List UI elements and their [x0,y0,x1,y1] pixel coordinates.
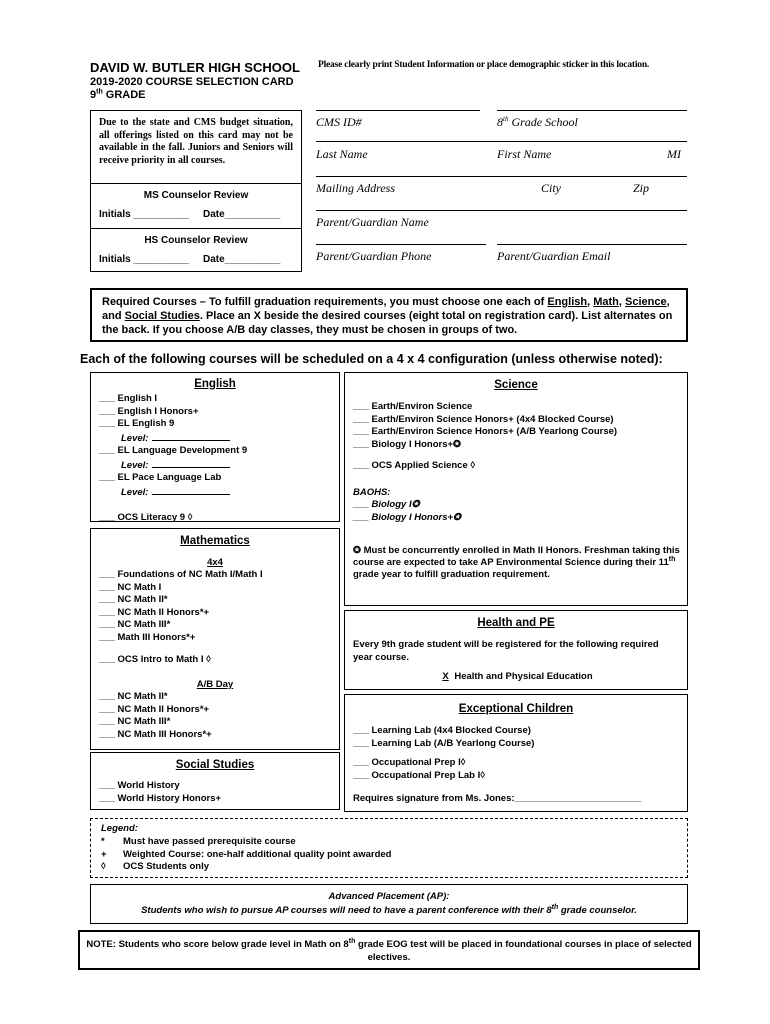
city-field[interactable]: City [541,181,561,195]
course-biology-1-honors[interactable]: ___ Biology I Honors+✪ [353,438,461,450]
budget-notice: Due to the state and CMS budget situation, all offerings listed on this card may not be available in the fall. Juniors and Seniors will receive priority in all courses. [99,117,293,166]
course-nc-math-2[interactable]: ___ NC Math II* [99,594,168,605]
plus-symbol: + [101,848,107,860]
social-studies-heading: Social Studies [175,759,255,771]
grade-word: GRADE [105,89,146,101]
course-baohs-biology-1-honors[interactable]: ___ Biology I Honors+✪ [353,511,461,523]
hs-initials[interactable]: Initials __________ [99,254,190,265]
mi-field[interactable]: MI [667,147,681,161]
course-learning-lab-4x4[interactable]: ___ Learning Lab (4x4 Blocked Course) [353,725,531,736]
required-science: Science [625,296,667,308]
health-pe-box [344,610,688,690]
ap-title: Advanced Placement (AP): [328,891,450,902]
science-box [344,372,688,606]
course-earth-environ-honors-ab[interactable]: ___ Earth/Environ Science Honors+ (A/B Yearlong Course) [353,426,618,437]
el-language-dev-level[interactable]: Level: [99,458,247,473]
ms-review-title: MS Counselor Review [143,190,249,201]
science-heading: Science [494,379,538,391]
note-text: NOTE: Students who score below grade level in Math on 8th grade EOG test will be placed in foundational courses in place of selected electives. [86,937,692,963]
course-el-language-dev-9[interactable]: ___ EL Language Development 9 [99,445,248,456]
school-name: DAVID W. BUTLER HIGH SCHOOL [90,60,300,75]
ms-date[interactable]: Date__________ [203,209,281,220]
cms-id-field[interactable]: CMS ID# [316,115,362,129]
ap-box [90,884,688,924]
health-pe-course[interactable]: X Health and Physical Education [345,671,687,684]
course-foundations-math-1[interactable]: ___ Foundations of NC Math I/Math I [99,569,263,580]
course-nc-math-2-honors[interactable]: ___ NC Math II Honors*+ [99,606,210,618]
english-box [90,372,340,522]
course-ocs-intro-math-1[interactable]: ___ OCS Intro to Math I ◊ [99,654,211,665]
required-courses-box [90,288,688,342]
note-box [78,930,700,970]
course-ab-nc-math-3[interactable]: ___ NC Math III* [99,716,171,727]
legend-ocs: OCS Students only [123,861,210,872]
required-social-studies: Social Studies [124,310,200,322]
course-world-history[interactable]: ___ World History [99,780,180,791]
course-el-pace-lab[interactable]: ___ EL Pace Language Lab [99,472,222,483]
health-pe-text: Every 9th grade student will be registered for the following required year course. [353,639,659,663]
baohs-label: BAOHS: [353,486,391,498]
required-english: English [547,296,588,308]
required-math: Math [593,296,619,308]
course-ab-nc-math-3-honors[interactable]: ___ NC Math III Honors*+ [99,728,212,740]
legend-weighted: Weighted Course: one-half additional quality point awarded [123,848,392,860]
exceptional-children-heading: Exceptional Children [458,703,574,715]
card-title: 2019-2020 COURSE SELECTION CARD [90,76,294,88]
grade-sup: th [96,88,103,96]
course-ab-nc-math-2[interactable]: ___ NC Math II* [99,691,168,702]
biology-honors-note: ✪ Must be concurrently enrolled in Math II Honors. Freshman taking this course are expected to take AP Environmental Science during their 11th grade year to fulfill graduation requirement. [353,545,680,580]
ap-text: Students who wish to pursue AP courses will need to have a parent conference with their 8th grade counselor. [141,903,637,916]
notice-box [90,110,302,272]
course-world-history-honors[interactable]: ___ World History Honors+ [99,792,222,804]
math-ab-label: A/B Day [196,679,234,690]
course-english-1-honors[interactable]: ___ English I Honors+ [99,405,199,417]
course-math-3-honors[interactable]: ___ Math III Honors*+ [99,631,196,643]
hs-review-title: HS Counselor Review [144,235,248,246]
health-pe-heading: Health and PE [477,617,555,629]
course-nc-math-3[interactable]: ___ NC Math III* [99,619,171,630]
last-name-field[interactable]: Last Name [316,147,368,161]
signature-line[interactable]: Requires signature from Ms. Jones:________________________ [353,793,642,804]
guardian-name-field[interactable]: Parent/Guardian Name [316,215,429,229]
english-heading: English [194,378,236,390]
el-english-level[interactable]: Level: [99,431,247,446]
grade8-school-field[interactable]: 8th Grade School [497,115,578,129]
social-studies-box [90,752,340,810]
course-earth-environ-honors-4x4[interactable]: ___ Earth/Environ Science Honors+ (4x4 Blocked Course) [353,413,614,425]
course-learning-lab-ab[interactable]: ___ Learning Lab (A/B Yearlong Course) [353,737,535,749]
star-circle-icon: ✪ [353,545,361,556]
asterisk-symbol: * [101,836,105,847]
required-courses-text: Required Courses – To fulfill graduation requirements, you must choose one each of English, Math, Science, and Social Studies. Place an X beside the desired courses (eight total on registration card). List alternates on the back. If you choose A/B day classes, they must be chosen in groups of two. [102,296,673,336]
schedule-heading: Each of the following courses will be scheduled on a 4 x 4 configuration (unless otherwise noted): [80,352,663,366]
guardian-email-field[interactable]: Parent/Guardian Email [497,249,611,263]
legend-title: Legend: [101,823,138,834]
diamond-symbol: ◊ [101,861,106,872]
first-name-field[interactable]: First Name [497,147,552,161]
course-ab-nc-math-2-honors[interactable]: ___ NC Math II Honors*+ [99,703,210,715]
course-occupational-prep-lab-1[interactable]: ___ Occupational Prep Lab I◊ [353,769,485,781]
el-pace-level[interactable]: Level: [99,485,247,500]
course-nc-math-1[interactable]: ___ NC Math I [99,581,162,593]
math-heading: Mathematics [180,535,250,547]
legend-prerequisite: Must have passed prerequisite course [123,836,296,847]
math-4x4-label: 4x4 [207,557,223,568]
grade-label [90,89,146,101]
course-earth-environ[interactable]: ___ Earth/Environ Science [353,401,473,412]
course-english-1[interactable]: ___ English I [99,393,158,404]
hs-date[interactable]: Date__________ [203,254,281,265]
health-pe-mark: X [442,671,449,682]
grade-number: 9 [90,89,97,101]
zip-field[interactable]: Zip [633,181,650,195]
mailing-address-field[interactable]: Mailing Address [316,181,396,195]
course-ocs-applied-science[interactable]: ___ OCS Applied Science ◊ [353,460,476,471]
math-box [90,528,340,750]
ms-initials[interactable]: Initials __________ [99,209,190,220]
legend-box [90,818,688,878]
course-baohs-biology-1[interactable]: ___ Biology I✪ [353,499,420,510]
course-ocs-literacy-9[interactable]: ___ OCS Literacy 9 ◊ [99,512,193,523]
course-occupational-prep-1[interactable]: ___ Occupational Prep I◊ [353,757,466,768]
sticker-instruction: Please clearly print Student Information or place demographic sticker in this location. [318,60,650,70]
course-el-english-9[interactable]: ___ EL English 9 [99,418,175,429]
guardian-phone-field[interactable]: Parent/Guardian Phone [316,249,432,263]
exceptional-children-box [344,694,688,812]
